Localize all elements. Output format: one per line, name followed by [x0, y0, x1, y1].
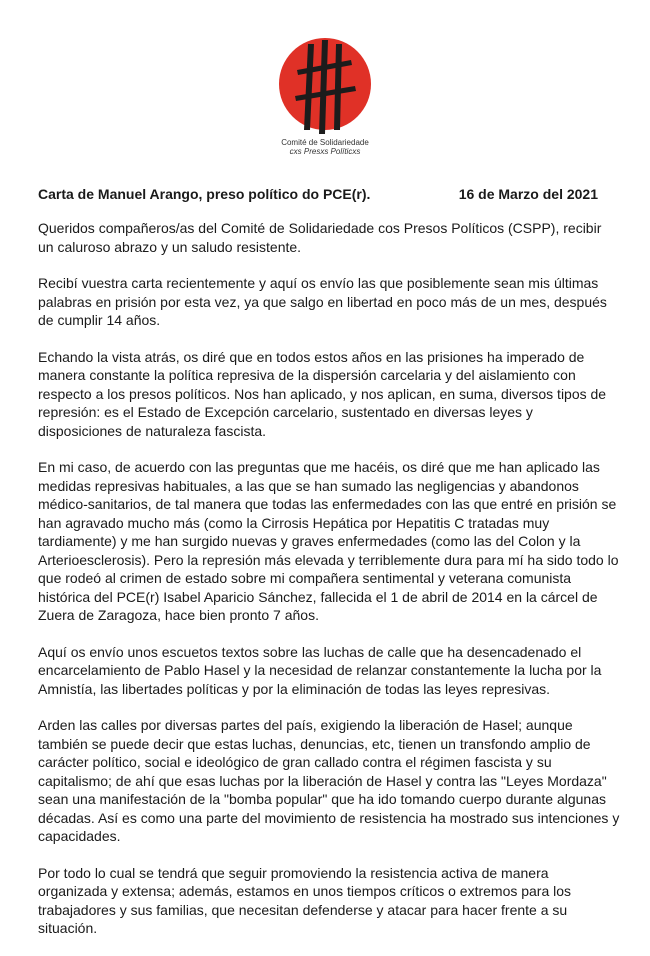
letter-title: Carta de Manuel Arango, preso político do PCE(r).: [38, 186, 371, 202]
committee-logo: [0, 30, 650, 156]
paragraph-dispersion: Echando la vista atrás, os diré que en todos estos años en las prisiones ha imperado de manera constante la política represiva de la dispersión carcelaria y del aislamiento con respecto a los presos políticos. Nos han aplicado, y nos aplican, en suma, diversos tipos de represión: es el Estado de Excepción carcelario, sustentado en diversas leyes y disposiciones de naturaleza fascista.: [38, 348, 607, 439]
paragraph-release: Recibí vuestra carta recientemente y aquí os envío las que posiblemente sean mis últimas palabras en prisión por esta vez, ya que salgo en libertad en poco más de un mes, después de cumplir 14 años.: [38, 275, 607, 328]
logo-caption-line2: cxs Presxs Políticxs: [289, 147, 361, 156]
paragraph-greeting: Queridos compañeros/as del Comité de Solidariedade cos Presos Políticos (CSPP), recibir un caluroso abrazo y un saludo resistente.: [38, 220, 602, 255]
paragraph-streets: Arden las calles por diversas partes del país, exigiendo la liberación de Hasel; aunque también se puede decir que estas luchas, denuncias, etc, tienen un transfondo amplio de carácter político, social e ideológico de gran callado contra el régimen fascista y su capitalismo; de ahí que esas luchas por la liberación de Hasel y contra las "Leyes Mordaza" sean una manifestación de la "bomba popular" que ha ido tomando cuerpo durante algunas décadas. Así es como una parte del movimiento de resistencia ha mostrado sus intenciones y capacidades.: [38, 717, 620, 844]
paragraph-resistance: Por todo lo cual se tendrá que seguir promoviendo la resistencia activa de manera organizada y extensa; además, estamos en unos tiempos críticos o extremos para los trabajadores y sus familias, que necesitan defenderse y atacar para hacer frente a su situación.: [38, 864, 572, 936]
letter-body: [38, 219, 620, 956]
logo-caption-line1: Comité de Solidariedade: [281, 138, 369, 147]
prison-bars-circle-icon: [275, 30, 375, 138]
paragraph-health: En mi caso, de acuerdo con las preguntas que me hacéis, os diré que me han aplicado las medidas represivas habituales, a las que se han sumado las negligencias y abandonos médico-sanitarios, de tal manera que todas las enfermedades con las que entré en prisión se han agravado mucho más (como la Cirrosis Hepática por Hepatitis C tratadas muy tardiamente) y me han surgido nuevas y graves enfermedades (como las del Colon y la Arterioesclerosis). Pero la represión más elevada y terriblemente dura para mí ha sido todo lo que rodeó al crimen de estado sobre mi compañera sentimental y veterana comunista histórica del PCE(r) Isabel Aparicio Sánchez, fallecida el 1 de abril de 2014 en la cárcel de Zuera de Zaragoza, hace bien pronto 7 años.: [38, 459, 619, 623]
letter-date: 16 de Marzo del 2021: [458, 186, 598, 202]
letter-header: [38, 186, 598, 202]
paragraph-hasel-texts: Aquí os envío unos escuetos textos sobre las luchas de calle que ha desencadenado el encarcelamiento de Pablo Hasel y la necesidad de relanzar constantemente la lucha por la Amnistía, las libertades políticas y por la eliminación de todas las leyes represivas.: [38, 643, 602, 697]
